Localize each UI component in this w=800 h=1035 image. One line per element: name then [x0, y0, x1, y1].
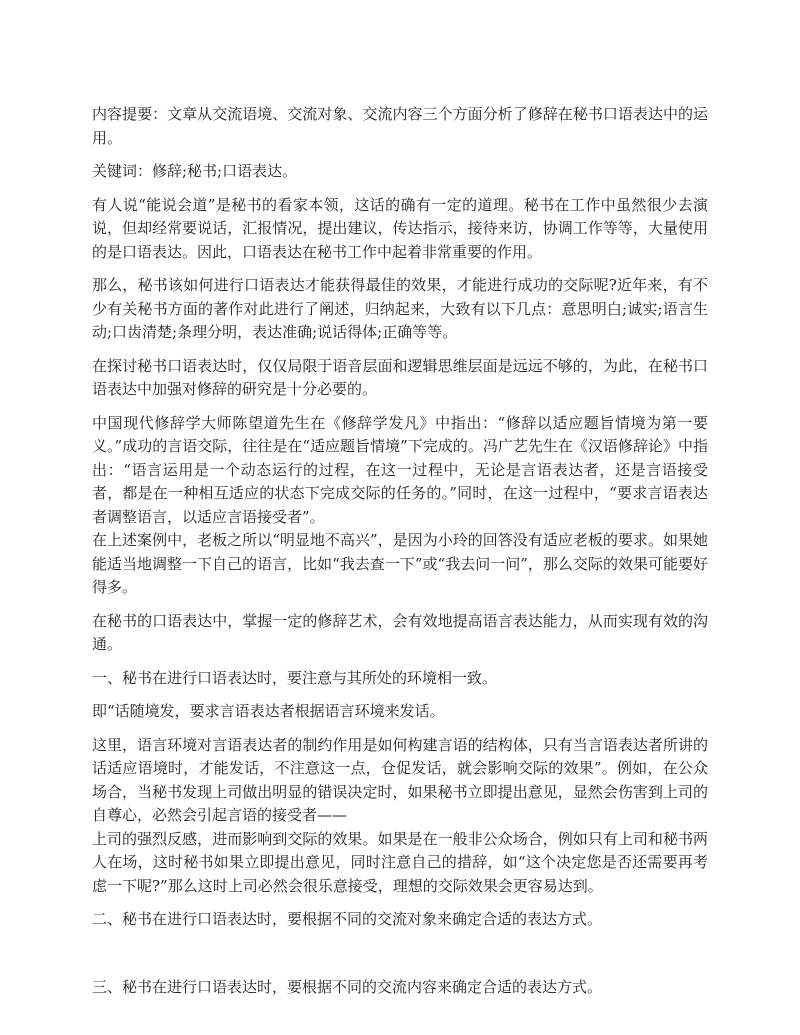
body-paragraph: 中国现代修辞学大师陈望道先生在《修辞学发凡》中指出：“修辞以适应题旨情境为第一要义。”成功的言语交际，往往是在“适应题旨情境”下完成的。冯广艺先生在《汉语修辞论》中指出：“语言运用是一个动态运行的过程，在这一过程中，无论是言语表达者，还是言语接受者，都是在一种相互适应的状态下完成交际的任务的。”同时，在这一过程中，“要求言语表达者调整语言，以适应言语接受者”。 — [92, 413, 708, 526]
section-heading-2: 二、秘书在进行口语表达时，要根据不同的交流对象来确定合适的表达方式。 — [92, 910, 603, 928]
abstract: 内容提要：文章从交流语境、交流对象、交流内容三个方面分析了修辞在秘书口语表达中的运用。 — [92, 105, 708, 147]
body-paragraph: 在上述案例中，老板之所以“明显地不高兴”，是因为小玲的回答没有适应老板的要求。如果她能适当地调整一下自己的语言，比如“我去查一下”或“我去问一问”，那么交际的效果可能要好得多。 — [92, 531, 708, 596]
document-body — [92, 103, 708, 1009]
section1-paragraph: 即“话随境发，要求言语表达者根据语言环境来发话。 — [92, 702, 445, 720]
section1-paragraph: 这里，语言环境对言语表达者的制约作用是如何构建言语的结构体，只有当言语表达者所讲的话适应语境时，才能发话，不注意这一点，仓促发话，就会影响交际的效果”。例如，在公众场合，当秘书发现上司做出明显的错误决定时，如果秘书立即提出意见，显然会伤害到上司的自尊心，必然会引起言语的接受者—— — [92, 735, 708, 824]
body-paragraph: 在秘书的口语表达中，掌握一定的修辞艺术，会有效地提高语言表达能力，从而实现有效的沟通。 — [92, 611, 708, 653]
section1-paragraph: 上司的强烈反感，进而影响到交际的效果。如果是在一般非公众场合，例如只有上司和秘书两人在场，这时秘书如果立即提出意见，同时注意自己的措辞，如“这个决定您是否还需要再考虑一下呢?”那么这时上司必然会很乐意接受，理想的交际效果会更容易达到。 — [92, 829, 708, 895]
section-heading-1: 一、秘书在进行口语表达时，要注意与其所处的环境相一致。 — [92, 668, 498, 687]
intro-paragraph: 有人说“能说会道”是秘书的看家本领，这话的确有一定的道理。秘书在工作中虽然很少去演说，但却经常要说话，汇报情况，提出建议，传达指示，接待来访，协调工作等等，大量使用的是口语表达。因此，口语表达在秘书工作中起着非常重要的作用。 — [92, 195, 708, 261]
section-heading-3: 三、秘书在进行口语表达时，要根据不同的交流内容来确定合适的表达方式。 — [92, 977, 603, 996]
body-paragraph: 那么，秘书该如何进行口语表达才能获得最佳的效果，才能进行成功的交际呢?近年来，有不少有关秘书方面的著作对此进行了阐述，归纳起来，大致有以下几点：意思明白;诚实;语言生动;口齿清楚;条理分明，表达准确;说话得体;正确等等。 — [92, 276, 708, 341]
keywords: 关键词：修辞;秘书;口语表达。 — [92, 162, 298, 180]
body-paragraph: 在探讨秘书口语表达时，仅仅局限于语音层面和逻辑思维层面是远远不够的，为此，在秘书口语表达中加强对修辞的研究是十分必要的。 — [92, 356, 708, 398]
section-spacer — [92, 942, 708, 976]
